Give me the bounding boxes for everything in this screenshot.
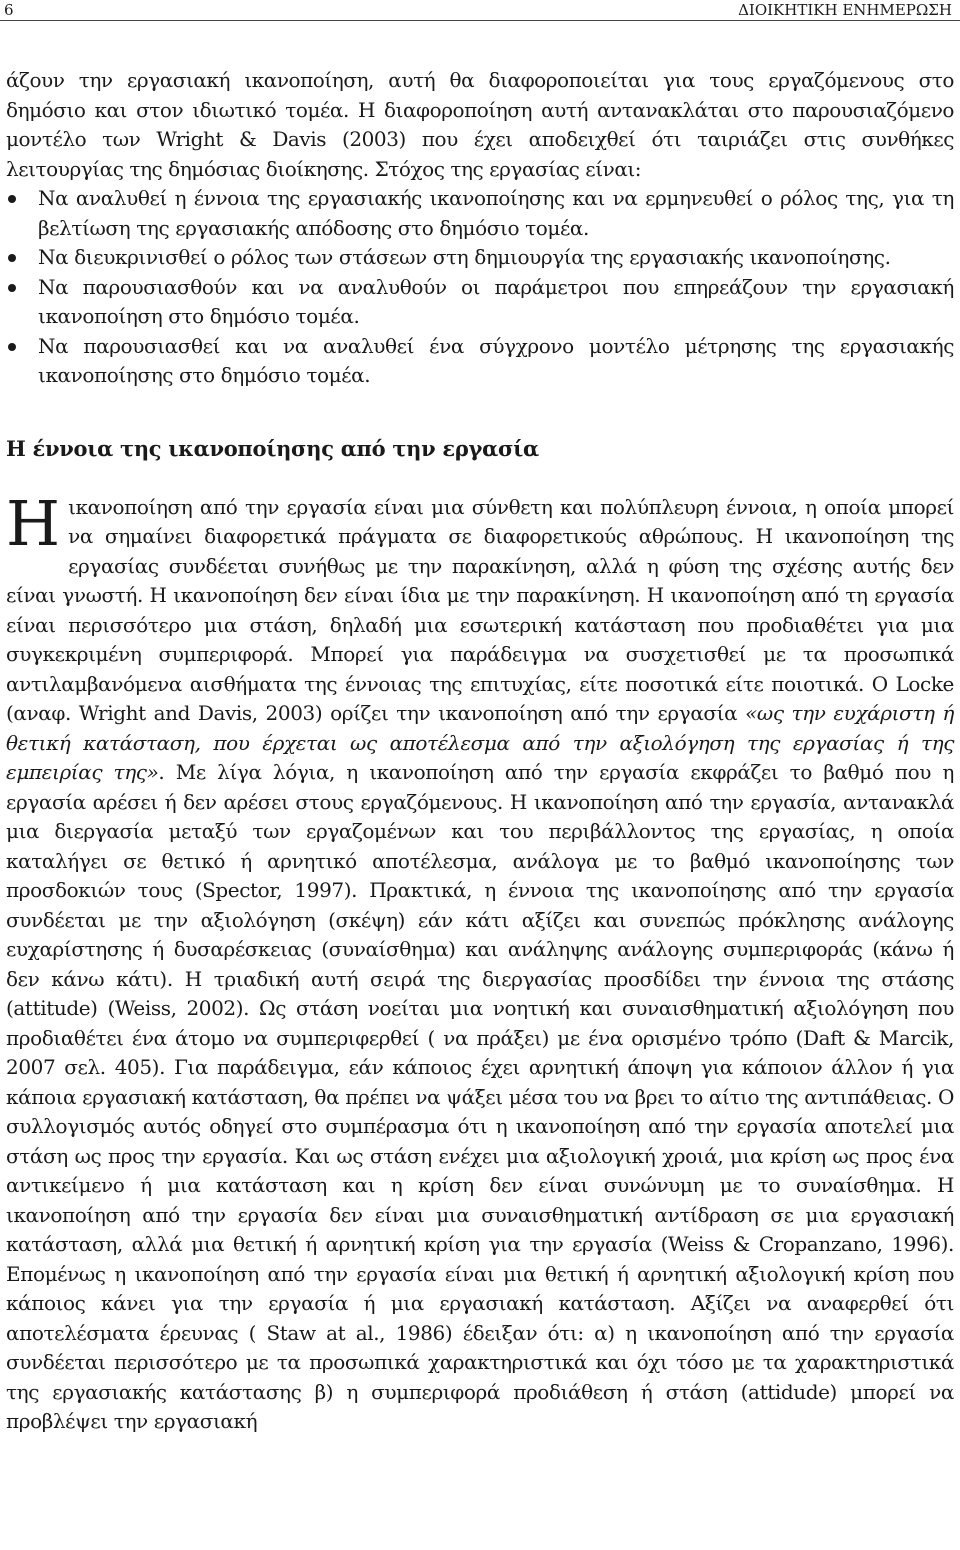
intro-text: άζουν την εργασιακή ικανοποίηση, αυτή θα διαφοροποιείται για τους εργαζόμενους στο δημόσιο και στον ιδιωτικό τομέα. Η διαφοροποίηση αυτή αντανακλάται στο παρουσιαζόμενο μοντέλο των Wright & Davis (2003) που έχει αποδειχθεί ότι ταιριάζει στις συνθήκες λειτουργίας της δημόσιας διοίκησης.: [6, 68, 954, 181]
bullet-icon: [8, 195, 16, 203]
locke-quote: «ως την ευχάριστη ή θετική κατάσταση, που έρχεται ως αποτέλεσμα από την αξιολόγηση της εργασίας ή της εμπειρίας της»: [6, 701, 954, 784]
body-text-part-2: . Με λίγα λόγια, η ικανοποίηση από την εργασία εκφράζει το βαθμό που η εργασία αρέσει ή δεν αρέσει στους εργαζόμενους. Η ικανοποίηση από την εργασία, αντανακλά μια διεργασία μεταξύ των εργαζομένων και του περιβάλλοντος της εργασίας, η οποία καταλήγει σε θετικό ή αρνητικό αποτέλεσμα, ανάλογα με το βαθμό ικανοποίησης των προσδοκιών τους (Spector, 1997). Πρακτικά, η έννοια της ικανοποίησης από την εργασία συνδέεται με την αξιολόγηση (σκέψη) εάν κάτι αξίζει και συνεπώς πρόκλησης ανάλογης ευχαρίστησης ή δυσαρέσκειας (συναίσθημα) και ανάληψης ανάλογης συμπεριφοράς (κάνω ή δεν κάνω κάτι). Η τριαδική αυτή σειρά της διεργασίας προσδίδει την έννοια της στάσης (attitude) (Weiss, 2002). Ως στάση νοείται μια νοητική και συναισθηματική αξιολόγηση που προδιαθέτει ένα άτομο να συμπεριφερθεί ( να πράξει) με ένα ορισμένο τρόπο (Daft & Marcik, 2007 σελ. 405). Για παράδειγμα, εάν κάποιος έχει αρνητική άποψη για κάποιον άλλον ή για κάποια εργασιακή κατάσταση, θα πρέπει να ψάξει μέσα του να βρει το αίτιο της αντιπάθειας. Ο συλλογισμός αυτός οδηγεί στο συμπέρασμα ότι η ικανοποίηση από την εργασία αποτελεί μια στάση ως προς την εργασία. Και ως στάση ενέχει μια αξιολογική χροιά, μια κρίση ως προς ένα αντικείμενο ή μια κατάσταση και η κρίση δεν είναι συνώνυμη με το συναίσθημα. Η ικανοποίηση από την εργασία δεν είναι μια συναισθηματική αντίδραση σε μια εργασιακή κατάσταση, αλλά μια θετική ή αρνητική κρίση για την εργασία (Weiss & Cropanzano, 1996). Επομένως η ικανοποίηση από την εργασία είναι μια θετική ή αρνητική αξιολογική κρίση που κάποιος κάνει για την εργασία ή μια εργασιακή κατάσταση. Αξίζει να αναφερθεί ότι αποτελέσματα έρευνας ( Staw at al., 1986) έδειξαν ότι: α) η ικανοποίηση από την εργασία συνδέεται περισσότερο με τα προσωπικά χαρακτηριστικά και όχι τόσο με τα χαρακτηριστικά της εργασιακής κατάστασης β) η συμπεριφορά προδιάθεση ή στάση (attidude) μπορεί να προβλέψει την εργασιακή: [6, 760, 954, 1433]
section-body: [6, 486, 954, 1437]
objective-text: Στόχος της εργασίας είναι:: [368, 156, 642, 181]
body-paragraph: [6, 486, 954, 1437]
drop-cap: Η: [6, 486, 61, 560]
page-number: 6: [4, 1, 14, 19]
list-item: [6, 273, 954, 332]
header-rule: [0, 20, 960, 21]
objectives-list: [6, 184, 954, 391]
running-title: ΔΙΟΙΚΗΤΙΚΗ ΕΝΗΜΕΡΩΣΗ: [738, 1, 952, 19]
bullet-icon: [8, 254, 16, 262]
bullet-icon: [8, 343, 16, 351]
intro-paragraph: [6, 66, 954, 184]
page-header: [0, 0, 960, 22]
body-text-part-1: ικανοποίηση από την εργασία είναι μια σύνθετη και πολύπλευρη έννοια, η οποία μπορεί να σημαίνει διαφορετικά πράγματα σε διαφορετικούς αθρώπους. Η ικανοποίηση της εργασίας συνδέεται συνήθως με την παρακίνηση, αλλά η φύση της σχέσης αυτής δεν είναι γνωστή. Η ικανοποίηση δεν είναι ίδια με την παρακίνηση. Η ικανοποίηση από τη εργασία είναι περισσότερο μια στάση, δηλαδή μια εσωτερική κατάσταση που προδιαθέτει για μια συγκεκριμένη συμπεριφορά. Μπορεί για παράδειγμα να συσχετισθεί με τα προσωπικά αντιλαμβανόμενα αισθήματα της έννοιας της επιτυχίας, είτε ποσοτικά είτε ποιοτικά. Ο Locke (αναφ. Wright and Davis, 2003) ορίζει την ικανοποίηση από την εργασία: [6, 494, 954, 725]
list-item-text: Να αναλυθεί η έννοια της εργασιακής ικανοποίησης και να ερμηνευθεί ο ρόλος της, για τη βελτίωση της εργασιακής απόδοσης στο δημόσιο τομέα.: [38, 186, 954, 240]
section-heading: Η έννοια της ικανοποίησης από την εργασία: [6, 435, 539, 461]
list-item: [6, 184, 954, 243]
bullet-icon: [8, 284, 16, 292]
list-item: [6, 243, 954, 273]
list-item: [6, 332, 954, 391]
list-item-text: Να παρουσιασθούν και να αναλυθούν οι παράμετροι που επηρεάζουν την εργασιακή ικανοποίηση στο δημόσιο τομέα.: [38, 274, 954, 328]
list-item-text: Να παρουσιασθεί και να αναλυθεί ένα σύγχρονο μοντέλο μέτρησης της εργασιακής ικανοποίησης στο δημόσιο τομέα.: [38, 333, 954, 387]
page-content: [6, 66, 954, 1437]
list-item-text: Να διευκρινισθεί ο ρόλος των στάσεων στη δημιουργία της εργασιακής ικανοποίησης.: [38, 245, 891, 269]
